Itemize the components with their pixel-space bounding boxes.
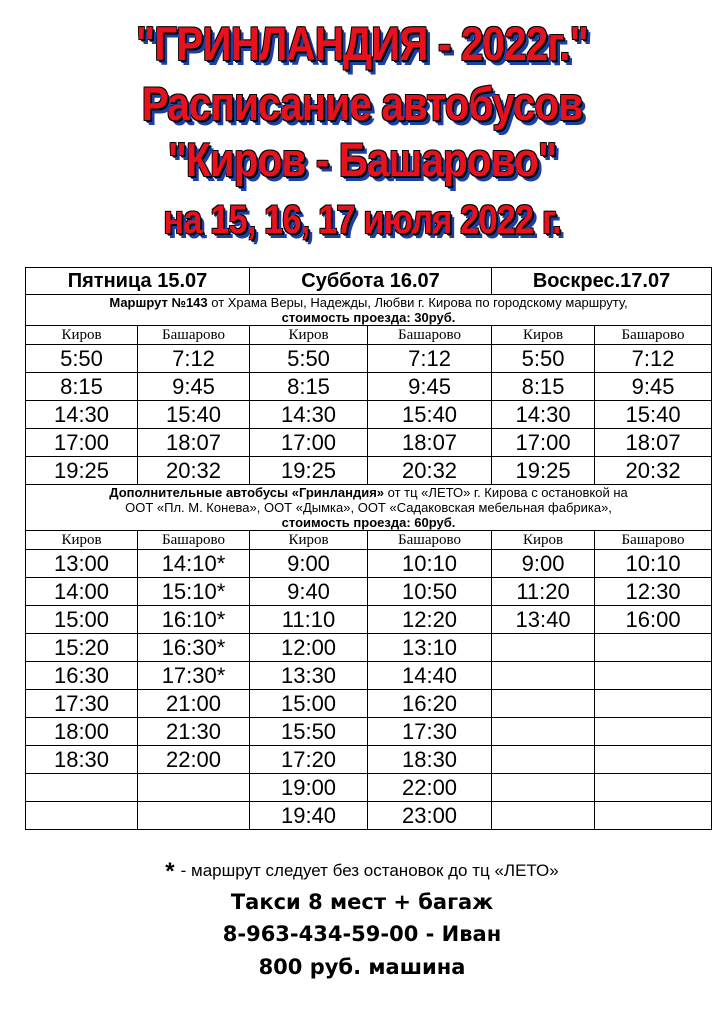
taxi-price: 800 руб. машина bbox=[258, 955, 466, 979]
time-cell: 15:00 bbox=[250, 690, 368, 718]
time-cell bbox=[595, 746, 712, 774]
time-cell bbox=[138, 774, 250, 802]
time-cell: 18:07 bbox=[138, 429, 250, 457]
time-cell: 12:20 bbox=[368, 606, 492, 634]
time-cell: 18:30 bbox=[26, 746, 138, 774]
time-cell: 19:25 bbox=[250, 457, 368, 485]
time-cell: 18:07 bbox=[368, 429, 492, 457]
footnote-star: * bbox=[165, 858, 175, 885]
route1-price: стоимость проезда: 30руб. bbox=[281, 310, 456, 325]
time-cell: 7:12 bbox=[138, 345, 250, 373]
time-cell: 5:50 bbox=[250, 345, 368, 373]
time-cell bbox=[26, 802, 138, 830]
time-row bbox=[26, 718, 712, 746]
route1-desc: от Храма Веры, Надежды, Любви г. Кирова по городскому маршруту, bbox=[207, 295, 628, 310]
time-row bbox=[26, 578, 712, 606]
time-cell: 9:40 bbox=[250, 578, 368, 606]
time-cell: 16:00 bbox=[595, 606, 712, 634]
time-row bbox=[26, 746, 712, 774]
time-cell bbox=[492, 634, 595, 662]
time-cell: 16:30 bbox=[26, 662, 138, 690]
time-cell: 10:50 bbox=[368, 578, 492, 606]
time-cell bbox=[595, 662, 712, 690]
title-line-3: "Киров - Башарово" bbox=[167, 133, 557, 186]
time-cell bbox=[595, 774, 712, 802]
title-dates: на 15, 16, 17 июля 2022 г. bbox=[163, 198, 561, 242]
schedule-table bbox=[25, 267, 712, 830]
time-cell: 7:12 bbox=[595, 345, 712, 373]
time-cell: 15:40 bbox=[368, 401, 492, 429]
time-cell: 16:10* bbox=[138, 606, 250, 634]
time-cell: 9:45 bbox=[138, 373, 250, 401]
time-cell: 17:20 bbox=[250, 746, 368, 774]
time-cell: 14:30 bbox=[250, 401, 368, 429]
route1-note bbox=[26, 295, 712, 326]
stop-label: Башарово bbox=[368, 531, 492, 550]
footnote-text: - маршрут следует без остановок до тц «ЛЕТО» bbox=[180, 861, 559, 880]
time-cell: 20:32 bbox=[368, 457, 492, 485]
time-cell bbox=[26, 774, 138, 802]
time-cell: 10:10 bbox=[368, 550, 492, 578]
time-cell: 8:15 bbox=[250, 373, 368, 401]
time-cell: 5:50 bbox=[492, 345, 595, 373]
time-cell: 17:00 bbox=[250, 429, 368, 457]
time-cell bbox=[595, 802, 712, 830]
time-cell: 13:10 bbox=[368, 634, 492, 662]
route2-desc: от тц «ЛЕТО» г. Кирова с остановкой на bbox=[384, 485, 628, 500]
route2-stops-row bbox=[26, 531, 712, 550]
route2-note bbox=[26, 485, 712, 531]
time-cell: 9:45 bbox=[368, 373, 492, 401]
time-cell: 14:10* bbox=[138, 550, 250, 578]
stop-label: Киров bbox=[250, 326, 368, 345]
time-cell: 20:32 bbox=[138, 457, 250, 485]
time-cell: 9:45 bbox=[595, 373, 712, 401]
time-cell bbox=[492, 774, 595, 802]
time-cell: 18:30 bbox=[368, 746, 492, 774]
time-cell bbox=[492, 690, 595, 718]
time-cell: 14:40 bbox=[368, 662, 492, 690]
stop-label: Башарово bbox=[138, 531, 250, 550]
time-row bbox=[26, 401, 712, 429]
time-cell bbox=[492, 746, 595, 774]
time-cell: 14:30 bbox=[492, 401, 595, 429]
time-cell: 19:25 bbox=[26, 457, 138, 485]
time-cell: 22:00 bbox=[368, 774, 492, 802]
time-cell: 14:30 bbox=[26, 401, 138, 429]
footnote bbox=[0, 858, 724, 886]
time-cell bbox=[492, 718, 595, 746]
time-row bbox=[26, 345, 712, 373]
time-cell: 19:00 bbox=[250, 774, 368, 802]
time-cell: 13:40 bbox=[492, 606, 595, 634]
time-cell: 21:00 bbox=[138, 690, 250, 718]
time-cell: 13:30 bbox=[250, 662, 368, 690]
title-line-1: "ГРИНЛАНДИЯ - 2022г." bbox=[136, 17, 588, 70]
time-cell: 9:00 bbox=[492, 550, 595, 578]
time-cell: 11:10 bbox=[250, 606, 368, 634]
time-cell: 17:30* bbox=[138, 662, 250, 690]
time-row bbox=[26, 802, 712, 830]
time-row bbox=[26, 606, 712, 634]
route1-note-row bbox=[26, 295, 712, 326]
stop-label: Киров bbox=[250, 531, 368, 550]
time-cell bbox=[595, 690, 712, 718]
taxi-phone: 8-963-434-59-00 - Иван bbox=[222, 922, 502, 946]
time-cell: 9:00 bbox=[250, 550, 368, 578]
stop-label: Киров bbox=[26, 326, 138, 345]
stop-label: Киров bbox=[492, 326, 595, 345]
taxi-info: Такси 8 мест + багаж bbox=[230, 890, 494, 914]
time-row bbox=[26, 429, 712, 457]
route2-desc-stops: ООТ «Пл. М. Конева», ООТ «Дымка», ООТ «Садаковская мебельная фабрика», bbox=[125, 500, 612, 515]
time-cell bbox=[492, 662, 595, 690]
title-line-2: Расписание автобусов bbox=[141, 77, 583, 130]
time-cell: 15:00 bbox=[26, 606, 138, 634]
time-row bbox=[26, 550, 712, 578]
time-cell: 19:25 bbox=[492, 457, 595, 485]
time-cell: 17:30 bbox=[26, 690, 138, 718]
route2-note-row bbox=[26, 485, 712, 531]
time-cell: 12:30 bbox=[595, 578, 712, 606]
time-cell: 15:40 bbox=[595, 401, 712, 429]
day-friday: Пятница 15.07 bbox=[26, 268, 250, 295]
time-row bbox=[26, 457, 712, 485]
time-cell bbox=[492, 802, 595, 830]
stop-label: Киров bbox=[492, 531, 595, 550]
day-header-row bbox=[26, 268, 712, 295]
time-cell: 11:20 bbox=[492, 578, 595, 606]
time-cell: 14:00 bbox=[26, 578, 138, 606]
time-cell: 8:15 bbox=[492, 373, 595, 401]
time-cell: 8:15 bbox=[26, 373, 138, 401]
time-cell: 10:10 bbox=[595, 550, 712, 578]
schedule-body bbox=[26, 268, 712, 830]
time-cell: 16:30* bbox=[138, 634, 250, 662]
time-cell bbox=[138, 802, 250, 830]
stop-label: Башарово bbox=[368, 326, 492, 345]
time-cell: 18:00 bbox=[26, 718, 138, 746]
time-row bbox=[26, 690, 712, 718]
route1-name: Маршрут №143 bbox=[109, 295, 208, 310]
time-cell: 21:30 bbox=[138, 718, 250, 746]
time-cell: 20:32 bbox=[595, 457, 712, 485]
stop-label: Башарово bbox=[595, 326, 712, 345]
time-cell bbox=[595, 718, 712, 746]
time-cell: 5:50 bbox=[26, 345, 138, 373]
time-row bbox=[26, 662, 712, 690]
time-cell: 17:00 bbox=[492, 429, 595, 457]
stop-label: Киров bbox=[26, 531, 138, 550]
stop-label: Башарово bbox=[595, 531, 712, 550]
route1-stops-row bbox=[26, 326, 712, 345]
day-saturday: Суббота 16.07 bbox=[250, 268, 492, 295]
time-cell: 17:30 bbox=[368, 718, 492, 746]
time-cell: 13:00 bbox=[26, 550, 138, 578]
time-cell: 15:50 bbox=[250, 718, 368, 746]
route2-price: стоимость проезда: 60руб. bbox=[281, 515, 456, 530]
time-cell: 19:40 bbox=[250, 802, 368, 830]
time-row bbox=[26, 774, 712, 802]
time-row bbox=[26, 373, 712, 401]
time-cell: 15:20 bbox=[26, 634, 138, 662]
time-cell: 16:20 bbox=[368, 690, 492, 718]
time-cell: 15:10* bbox=[138, 578, 250, 606]
day-sunday: Воскрес.17.07 bbox=[492, 268, 712, 295]
route2-name: Дополнительные автобусы «Гринландия» bbox=[109, 485, 385, 500]
time-cell: 12:00 bbox=[250, 634, 368, 662]
time-cell: 17:00 bbox=[26, 429, 138, 457]
time-cell bbox=[595, 634, 712, 662]
time-cell: 23:00 bbox=[368, 802, 492, 830]
time-cell: 22:00 bbox=[138, 746, 250, 774]
time-row bbox=[26, 634, 712, 662]
time-cell: 7:12 bbox=[368, 345, 492, 373]
stop-label: Башарово bbox=[138, 326, 250, 345]
time-cell: 18:07 bbox=[595, 429, 712, 457]
time-cell: 15:40 bbox=[138, 401, 250, 429]
